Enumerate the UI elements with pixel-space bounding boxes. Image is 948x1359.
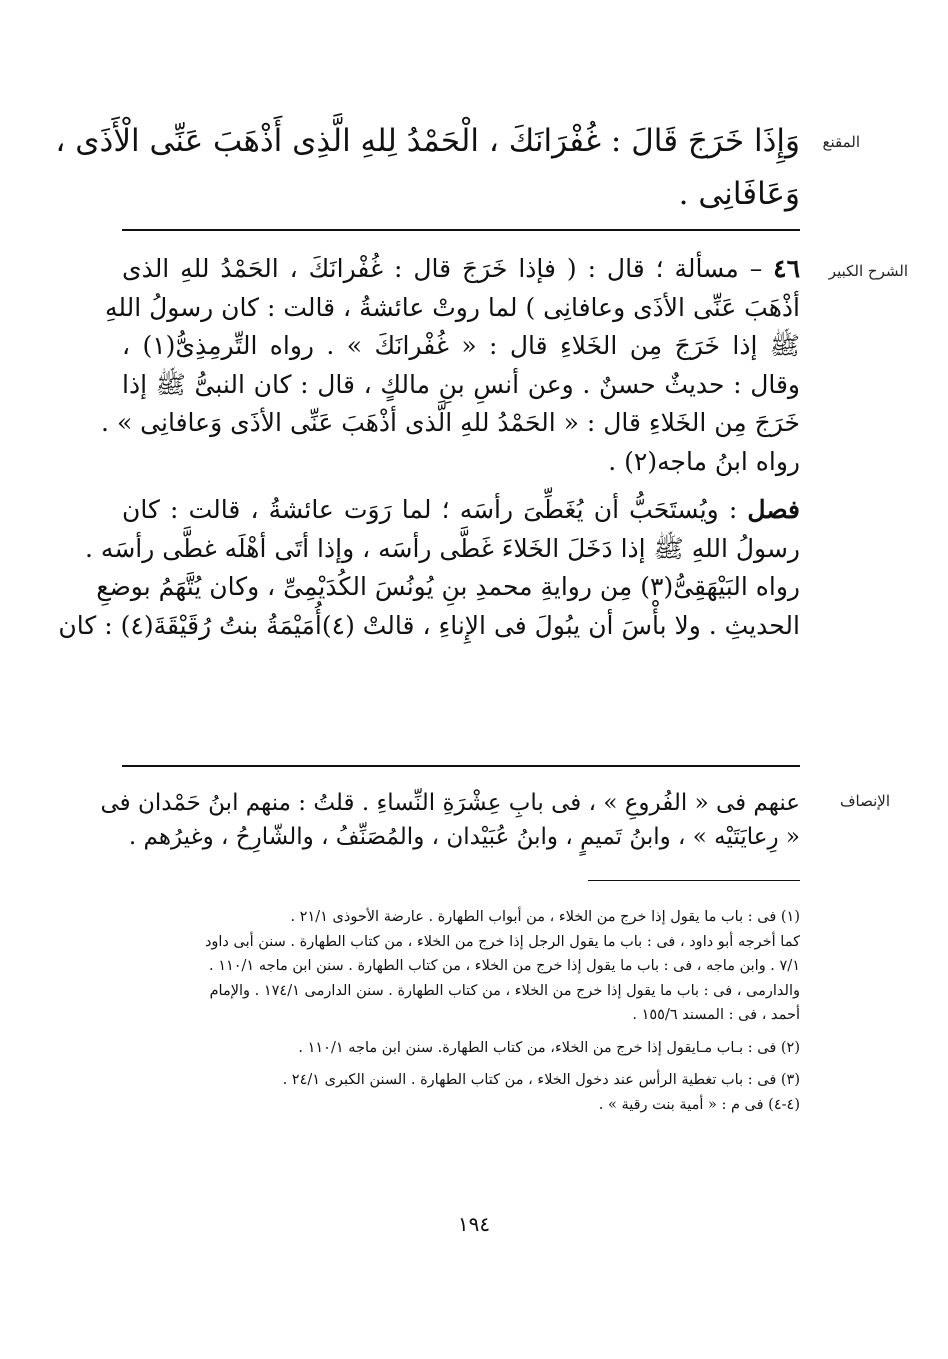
section-divider	[122, 765, 800, 767]
insaf-line: « رِعايَتَيْه » ، وابنُ تَميمٍ ، وابنُ عُبَيْدان ، والمُصَنِّفُ ، والشّارِحُ ، وغيرُهم .	[128, 824, 800, 850]
sharh-line: رواه ابنُ ماجه(٢) .	[608, 446, 800, 476]
sharh-line-text: – مسألة ؛ قال : ( فإذا خَرَجَ قال : غُفْرانَكَ ، الحَمْدُ للهِ الذى	[122, 254, 774, 283]
footnote-line: أحمد ، فى : المسند ١٥٥/٦ .	[632, 1007, 800, 1023]
fasl-line: الحديثِ . ولا بأْسَ أن يبُولَ فى الإِناءِ ، قالتْ (٤)أُمَيْمَةُ بنتُ رُقَيْقَةَ(٤) : كان	[58, 610, 800, 640]
issue-number: ٤٦	[773, 254, 800, 283]
insaf-text	[100, 786, 800, 854]
sharh-text	[58, 250, 800, 645]
sharh-line: خَرَجَ مِن الخَلاءِ قال : « الحَمْدُ للهِ الَّذى أذْهَبَ عَنِّى الأذَى وَعافانِى » .	[101, 408, 800, 437]
sharh-line: وقال : حديثٌ حسنٌ . وعن أنسِ بنِ مالكٍ ، قال : كان النبىُّ ﷺ إذا	[122, 369, 800, 399]
page-number: ١٩٤	[457, 1212, 491, 1236]
muqni-line: وَإِذَا خَرَجَ قَالَ : غُفْرَانَكَ ، الْحَمْدُ لِلهِ الَّذِى أَذْهَبَ عَنِّى الْأَذَى ،	[55, 123, 800, 159]
footnote-line: (٢) فى : بـاب مـايقول إذا خرج من الخلاء، من كتاب الطهارة. سنن ابن ماجه ١١٠/١ .	[298, 1039, 800, 1056]
footnote-line: (٣) فى : باب تغطية الرأس عند دخول الخلاء ، من كتاب الطهارة . السنن الكبرى ٢٤/١ .	[282, 1072, 800, 1088]
footnote-divider	[588, 880, 800, 881]
sharh-line: أذْهَبَ عَنِّى الأذَى وعافانِى ) لما روتْ عائشةُ ، قالت : كان رسولُ اللهِ	[104, 292, 800, 322]
fasl-line	[122, 491, 800, 530]
sharh-line	[122, 250, 800, 289]
footnote-line: (١) فى : باب ما يقول إذا خرج من الخلاء ، من أبواب الطهارة . عارضة الأحوذى ٢١/١ .	[290, 909, 800, 925]
insaf-line: عنهم فى « الفُروعِ » ، فى بابِ عِشْرَةِ النِّساءِ . قلتُ : منهم ابنُ حَمْدان فى	[100, 790, 800, 816]
footnote-line: ٧/١ . وابن ماجه ، فى : باب ما يقول إذا خرج من الخلاء ، من كتاب الطهارة . سنن ابن ماجه ١١٠/١ .	[208, 958, 800, 974]
muqni-line: وَعَافَانِى .	[678, 176, 800, 212]
insaf-label: الإنصاف	[839, 792, 890, 810]
muqni-text	[55, 115, 800, 221]
fasl-line-text: : ويُستَحَبُّ أن يُغَطِّىَ رأسَه ؛ لما رَوَت عائشةُ ، قالت : كان	[122, 495, 748, 524]
fasl-line: رواه البَيْهَقِىُّ(٣) مِن روايةِ محمدِ بنِ يُونُسَ الكُدَيْمِىِّ ، وكان يُتَّهَمُ بوضعِ	[96, 572, 800, 601]
footnote-line: كما أخرجه أبو داود ، فى : باب ما يقول الرجل إذا خرج من الخلاء ، من كتاب الطهارة . سنن أبى داود	[204, 933, 800, 950]
fasl-line: رسولُ اللهِ ﷺ إذا دَخَلَ الخَلاءَ غَطَّى رأسَه ، وإذا أتَى أهْلَه غطَّى رأسَه .	[85, 533, 800, 563]
footnote-line: والدارمى ، فى : باب ما يقول إذا خرج من الخلاء ، من كتاب الطهارة . سنن الدارمى ١٧٤/١ . والإمام	[209, 982, 800, 999]
muqni-label: المقنع	[822, 133, 860, 151]
sharh-label: الشرح الكبير	[828, 262, 908, 280]
footnotes	[118, 905, 800, 1117]
sharh-line: ﷺ إذا خَرَجَ مِن الخَلاءِ قال : « غُفْرانَكَ » . رواه التِّرمِذِىُّ(١) ،	[122, 331, 800, 360]
footnote-line: (٤-٤) فى م : « أمية بنت رقية » .	[598, 1096, 800, 1113]
section-divider	[122, 229, 800, 231]
fasl-heading: فصل	[747, 495, 800, 524]
